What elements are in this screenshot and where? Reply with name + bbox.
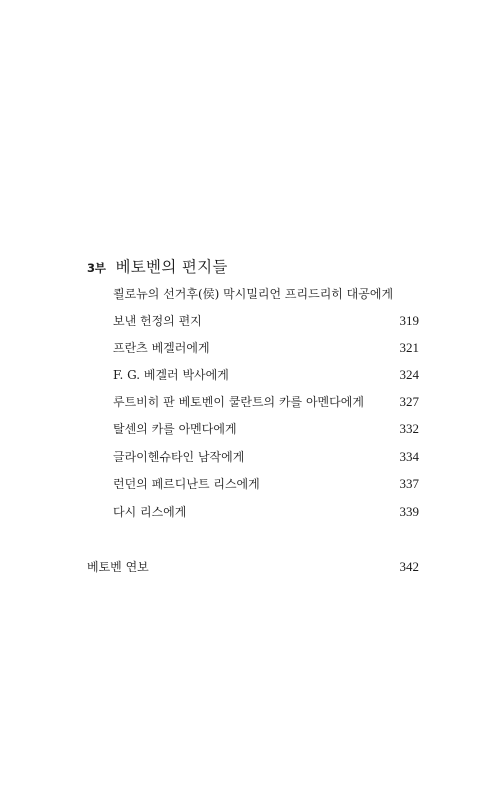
toc-entry-page: 324 bbox=[399, 367, 419, 382]
toc-entry-page: 337 bbox=[399, 476, 419, 491]
toc-entry-page: 319 bbox=[399, 313, 419, 328]
toc-entry-page: 321 bbox=[399, 340, 419, 355]
toc-entry-title: 루트비히 판 베토벤이 쿨란트의 카를 아멘다에게 bbox=[113, 395, 364, 409]
toc-entry-title: 쾰로뉴의 선거후(侯) 막시밀리언 프리드리히 대공에게 bbox=[113, 287, 394, 301]
toc-entry-page: 334 bbox=[399, 449, 419, 464]
toc-entry-page: 332 bbox=[399, 421, 419, 436]
toc-entry-title: 글라이헨슈타인 남작에게 bbox=[113, 450, 245, 464]
part-header bbox=[87, 255, 228, 277]
toc-entry-title: 탈센의 카를 아멘다에게 bbox=[113, 422, 237, 436]
chronology-page: 342 bbox=[399, 559, 419, 574]
toc-entry-title: 런던의 페르디난트 리스에게 bbox=[113, 477, 260, 491]
toc-entry-page: 327 bbox=[399, 394, 419, 409]
toc-entry-title: 다시 리스에게 bbox=[113, 505, 187, 519]
toc-entry-title: 보낸 헌정의 편지 bbox=[113, 314, 202, 328]
part-title: 베토벤의 편지들 bbox=[115, 258, 228, 276]
toc-entry-title: 프란츠 베겔러에게 bbox=[113, 341, 210, 355]
toc-entry-title: F. G. 베겔러 박사에게 bbox=[113, 368, 229, 382]
chronology-title: 베토벤 연보 bbox=[87, 560, 149, 574]
part-number: 3부 bbox=[87, 261, 106, 275]
toc-entry-page: 339 bbox=[399, 504, 419, 519]
